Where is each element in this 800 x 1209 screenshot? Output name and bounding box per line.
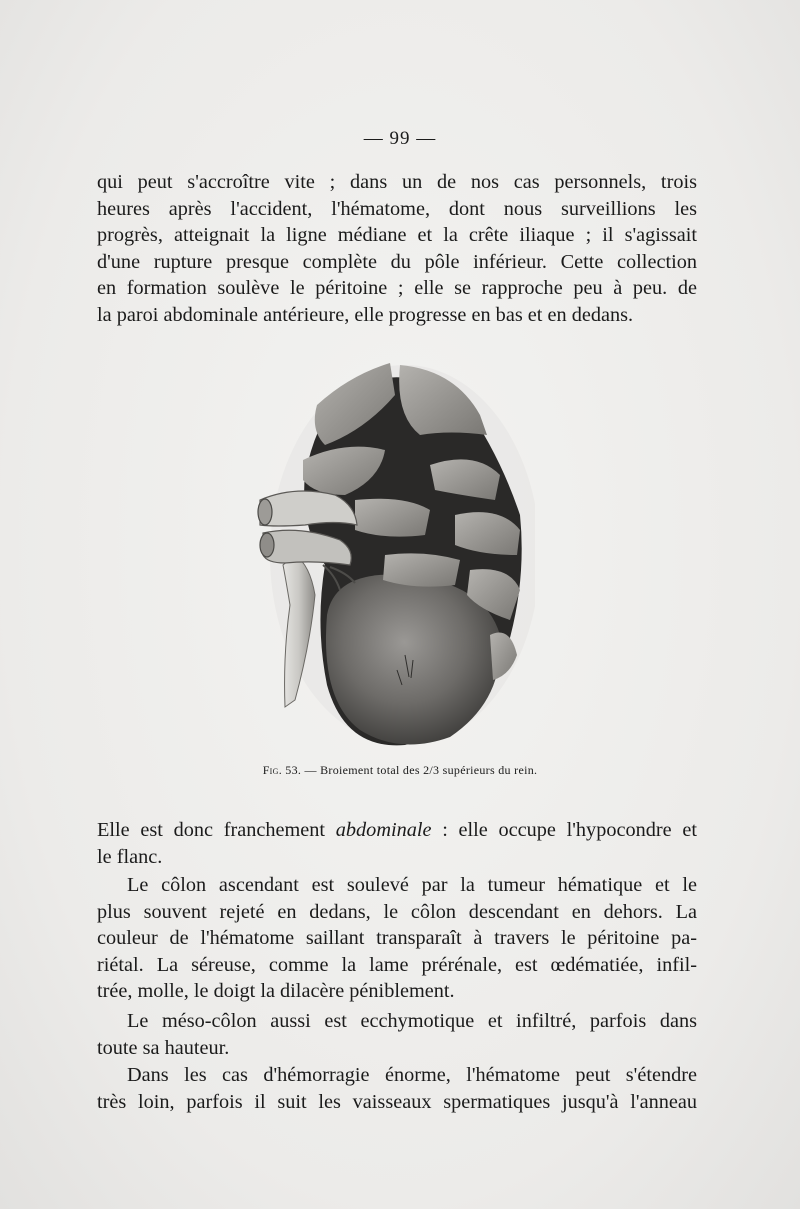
figure-label: Fig. 53. <box>262 763 302 777</box>
text-line: progrès, atteignait la ligne médiane et la crête iliaque ; il s'agissait <box>97 224 697 246</box>
text-line: Le côlon ascendant est soulevé par la tumeur hématique et le <box>127 874 697 896</box>
text-line: riétal. La séreuse, comme la lame prérénale, est œdématiée, infil- <box>97 953 697 976</box>
text-line: toute sa hauteur. <box>97 1036 230 1059</box>
text-line: trée, molle, le doigt la dilacère péniblement. <box>97 980 455 1002</box>
kidney-illustration <box>255 355 535 750</box>
text-line: qui peut s'accroître vite ; dans un de nos cas personnels, trois <box>97 171 697 193</box>
text-line: couleur de l'hématome saillant transparaît à travers le péritoine pa- <box>97 927 697 949</box>
text-segment: : elle occupe l'hypocondre et <box>431 819 697 841</box>
text-line: Le méso-côlon aussi est ecchymotique et infiltré, parfois dans <box>127 1010 697 1032</box>
text-line <box>97 817 697 844</box>
text-line: Dans les cas d'hémorragie énorme, l'hématome peut s'étendre <box>127 1064 697 1086</box>
text-line: plus souvent rejeté en dedans, le côlon descendant en dehors. La <box>97 900 697 923</box>
text-line: la paroi abdominale antérieure, elle progresse en bas et en dedans. <box>97 303 634 326</box>
text-line: le flanc. <box>97 845 163 868</box>
text-segment: Elle est donc franchement <box>97 819 336 841</box>
figure-caption <box>0 763 800 778</box>
text-line: heures après l'accident, l'hématome, dont nous surveillions les <box>97 197 697 220</box>
page-number: — 99 — <box>363 128 437 149</box>
paragraph-3 <box>97 872 697 1005</box>
text-line: d'une rupture presque complète du pôle inférieur. Cette collection <box>97 250 697 273</box>
figure-caption-text: — Broiement total des 2/3 supérieurs du rein. <box>304 763 538 777</box>
paragraph-4 <box>97 1008 697 1061</box>
italic-term: abdominale <box>335 819 432 841</box>
text-line: très loin, parfois il suit les vaisseaux spermatiques jusqu'à l'anneau <box>97 1090 697 1113</box>
paragraph-5 <box>97 1062 697 1115</box>
text-line: en formation soulève le péritoine ; elle se rapproche peu à peu. de <box>97 277 697 299</box>
paragraph-2 <box>97 817 697 870</box>
paragraph-1 <box>97 169 697 328</box>
